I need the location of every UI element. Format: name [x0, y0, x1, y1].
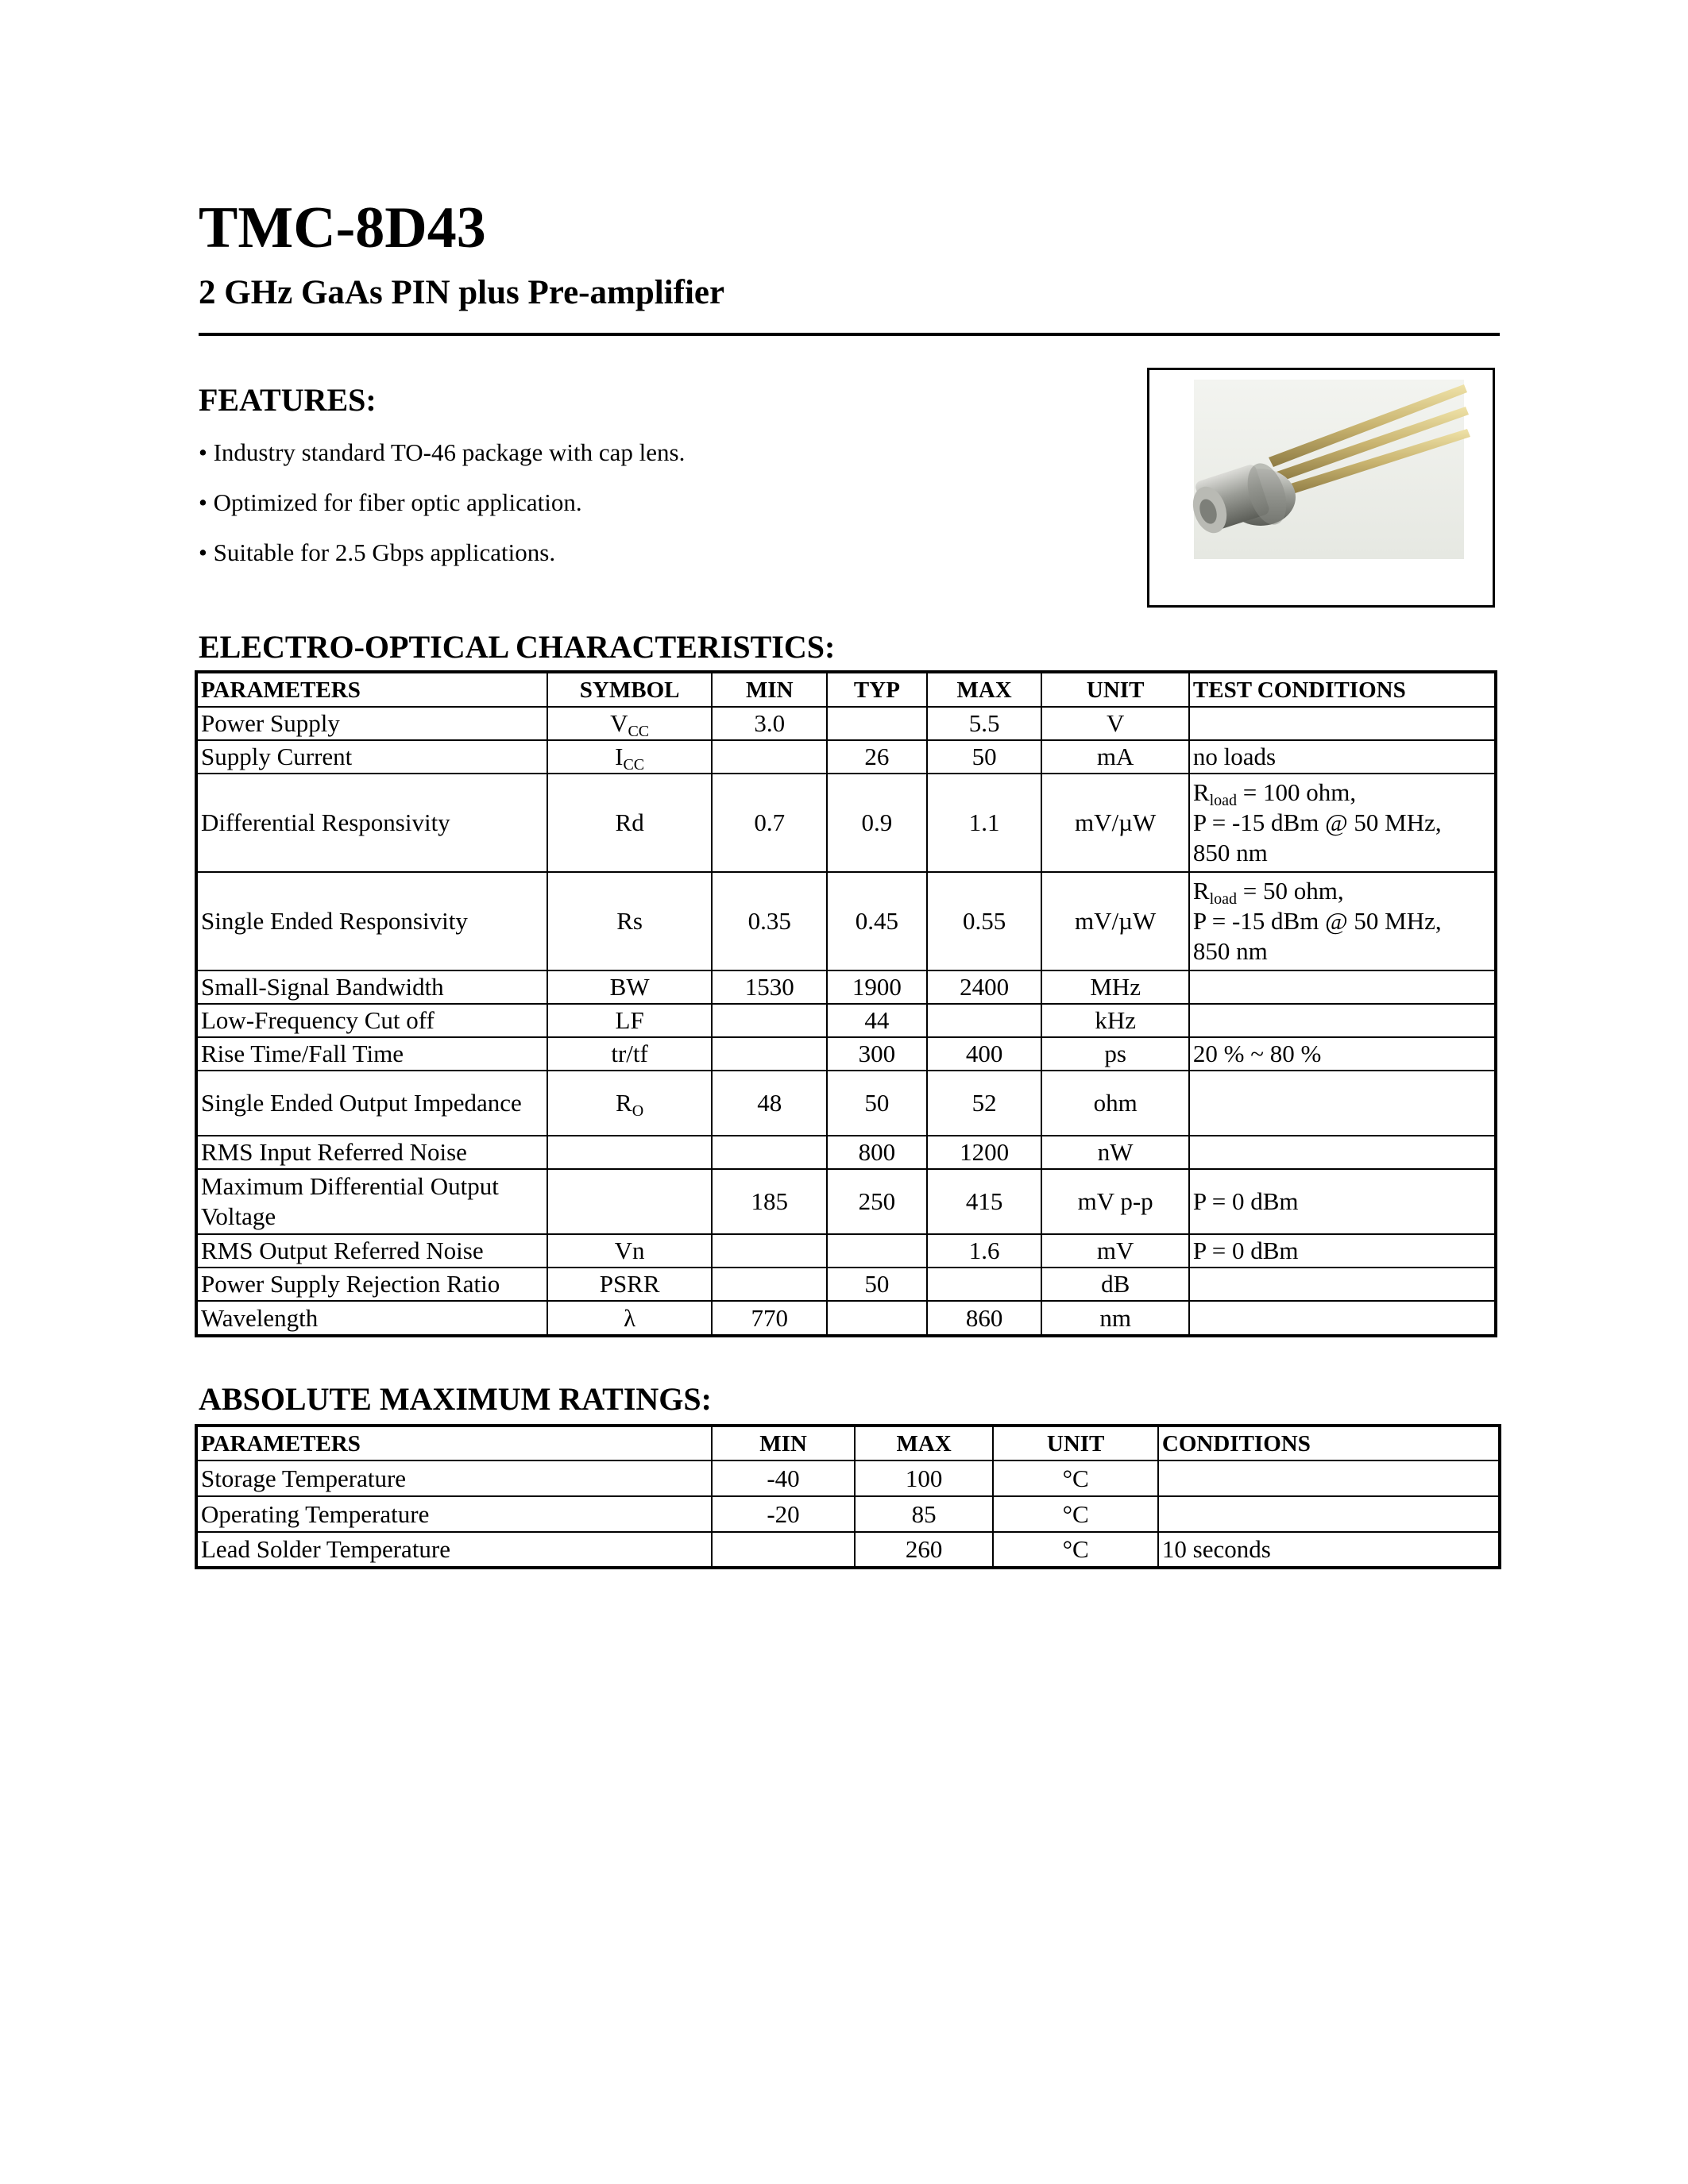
parameter-cell: Operating Temperature	[196, 1496, 712, 1532]
min-cell	[712, 1037, 827, 1071]
symbol-text: R	[616, 1089, 632, 1117]
parameter-cell: Single Ended Responsivity	[196, 872, 547, 970]
eo-header-row	[196, 672, 1496, 707]
conditions-cell: P = 0 dBm	[1189, 1169, 1496, 1234]
cond-value: = 100 ohm,	[1237, 778, 1357, 806]
conditions-cell	[1158, 1496, 1500, 1532]
symbol-subscript: CC	[623, 756, 645, 774]
table-row	[196, 1169, 1496, 1234]
typ-cell: 250	[827, 1169, 927, 1234]
parameter-cell: Power Supply	[196, 707, 547, 740]
title-divider	[199, 333, 1500, 336]
col-header-test-conditions: TEST CONDITIONS	[1189, 672, 1496, 707]
max-cell: 415	[927, 1169, 1042, 1234]
unit-cell: MHz	[1041, 970, 1188, 1004]
col-header-max: MAX	[927, 672, 1042, 707]
absolute-maximum-ratings-table	[195, 1424, 1501, 1569]
unit-cell: mV/µW	[1041, 872, 1188, 970]
min-cell: 0.35	[712, 872, 827, 970]
max-cell: 2400	[927, 970, 1042, 1004]
conditions-cell	[1158, 1461, 1500, 1496]
max-cell: 1.1	[927, 774, 1042, 872]
min-cell: 1530	[712, 970, 827, 1004]
min-cell: 0.7	[712, 774, 827, 872]
unit-cell: nm	[1041, 1301, 1188, 1336]
parameter-cell: Single Ended Output Impedance	[196, 1071, 547, 1136]
cond-subscript: load	[1209, 792, 1238, 809]
condition-line: 850 nm	[1192, 937, 1268, 965]
max-cell: 85	[855, 1496, 994, 1532]
max-cell: 860	[927, 1301, 1042, 1336]
parameter-cell: Rise Time/Fall Time	[196, 1037, 547, 1071]
condition-line: P = -15 dBm @ 50 MHz,	[1192, 907, 1442, 935]
col-header-typ: TYP	[827, 672, 927, 707]
symbol-cell: BW	[547, 970, 713, 1004]
typ-cell: 26	[827, 740, 927, 774]
symbol-cell	[547, 1169, 713, 1234]
typ-cell	[827, 1301, 927, 1336]
min-cell: -20	[712, 1496, 855, 1532]
unit-cell: mV	[1041, 1234, 1188, 1268]
condition-line	[1193, 778, 1491, 808]
parameter-cell: Low-Frequency Cut off	[196, 1004, 547, 1037]
amr-heading: ABSOLUTE MAXIMUM RATINGS:	[199, 1381, 712, 1417]
cond-subscript: load	[1209, 890, 1238, 908]
typ-cell: 0.45	[827, 872, 927, 970]
unit-cell: V	[1041, 707, 1188, 740]
col-header-symbol: SYMBOL	[547, 672, 713, 707]
max-cell: 400	[927, 1037, 1042, 1071]
unit-cell: °C	[993, 1461, 1157, 1496]
unit-cell: dB	[1041, 1268, 1188, 1301]
symbol-cell: tr/tf	[547, 1037, 713, 1071]
table-row	[196, 740, 1496, 774]
conditions-cell	[1189, 872, 1496, 970]
symbol-cell	[547, 1136, 713, 1169]
feature-item: • Industry standard TO-46 package with cap lens.	[199, 438, 686, 466]
parameter-cell: Maximum Differential Output Voltage	[196, 1169, 547, 1234]
amr-header-row	[196, 1426, 1500, 1461]
max-cell: 1.6	[927, 1234, 1042, 1268]
symbol-cell: λ	[547, 1301, 713, 1336]
unit-cell: mV/µW	[1041, 774, 1188, 872]
feature-item: • Optimized for fiber optic application.	[199, 488, 582, 516]
typ-cell: 50	[827, 1071, 927, 1136]
typ-cell: 0.9	[827, 774, 927, 872]
col-header-parameters: PARAMETERS	[196, 1426, 712, 1461]
typ-cell: 300	[827, 1037, 927, 1071]
table-row	[196, 1234, 1496, 1268]
max-cell	[927, 1004, 1042, 1037]
parameter-cell: Differential Responsivity	[196, 774, 547, 872]
table-row	[196, 1037, 1496, 1071]
conditions-cell	[1189, 1071, 1496, 1136]
conditions-cell: 20 % ~ 80 %	[1189, 1037, 1496, 1071]
conditions-cell	[1189, 774, 1496, 872]
min-cell: 48	[712, 1071, 827, 1136]
electro-optical-table	[195, 670, 1497, 1337]
conditions-cell: no loads	[1189, 740, 1496, 774]
symbol-subscript: O	[632, 1102, 644, 1120]
product-photo	[1147, 368, 1495, 608]
parameter-cell: Supply Current	[196, 740, 547, 774]
min-cell	[712, 1532, 855, 1568]
symbol-cell: Vn	[547, 1234, 713, 1268]
unit-cell: nW	[1041, 1136, 1188, 1169]
parameter-cell: Lead Solder Temperature	[196, 1532, 712, 1568]
max-cell: 50	[927, 740, 1042, 774]
typ-cell: 1900	[827, 970, 927, 1004]
table-row	[196, 1136, 1496, 1169]
table-row	[196, 774, 1496, 872]
features-list	[199, 438, 685, 588]
to46-package-illustration	[1149, 370, 1493, 605]
parameter-cell: Storage Temperature	[196, 1461, 712, 1496]
cond-value: = 50 ohm,	[1237, 877, 1344, 905]
max-cell: 5.5	[927, 707, 1042, 740]
features-heading: FEATURES:	[199, 382, 377, 418]
symbol-cell: LF	[547, 1004, 713, 1037]
symbol-text: V	[610, 709, 628, 737]
unit-cell: kHz	[1041, 1004, 1188, 1037]
col-header-min: MIN	[712, 672, 827, 707]
unit-cell: °C	[993, 1532, 1157, 1568]
min-cell	[712, 1136, 827, 1169]
symbol-cell	[547, 707, 713, 740]
conditions-cell: 10 seconds	[1158, 1532, 1500, 1568]
symbol-cell	[547, 740, 713, 774]
conditions-cell	[1189, 1136, 1496, 1169]
max-cell: 0.55	[927, 872, 1042, 970]
unit-cell: mV p-p	[1041, 1169, 1188, 1234]
min-cell	[712, 740, 827, 774]
part-number-title: TMC-8D43	[199, 195, 486, 260]
col-header-min: MIN	[712, 1426, 855, 1461]
typ-cell: 50	[827, 1268, 927, 1301]
table-row	[196, 1268, 1496, 1301]
max-cell	[927, 1268, 1042, 1301]
unit-cell: °C	[993, 1496, 1157, 1532]
min-cell: -40	[712, 1461, 855, 1496]
parameter-cell: RMS Output Referred Noise	[196, 1234, 547, 1268]
col-header-max: MAX	[855, 1426, 994, 1461]
col-header-unit: UNIT	[993, 1426, 1157, 1461]
table-row	[196, 1532, 1500, 1568]
col-header-unit: UNIT	[1041, 672, 1188, 707]
feature-item: • Suitable for 2.5 Gbps applications.	[199, 538, 556, 566]
product-subtitle: 2 GHz GaAs PIN plus Pre-amplifier	[199, 274, 725, 311]
typ-cell: 44	[827, 1004, 927, 1037]
min-cell	[712, 1004, 827, 1037]
symbol-subscript: CC	[628, 723, 650, 740]
eo-heading: ELECTRO-OPTICAL CHARACTERISTICS:	[199, 629, 836, 665]
table-row	[196, 1004, 1496, 1037]
symbol-cell	[547, 1071, 713, 1136]
table-row	[196, 872, 1496, 970]
conditions-cell	[1189, 970, 1496, 1004]
table-row	[196, 707, 1496, 740]
table-row	[196, 970, 1496, 1004]
parameter-cell: Wavelength	[196, 1301, 547, 1336]
unit-cell: ohm	[1041, 1071, 1188, 1136]
min-cell: 185	[712, 1169, 827, 1234]
typ-cell	[827, 1234, 927, 1268]
parameter-cell: RMS Input Referred Noise	[196, 1136, 547, 1169]
symbol-text: I	[615, 743, 624, 770]
parameter-cell: Small-Signal Bandwidth	[196, 970, 547, 1004]
cond-symbol: R	[1192, 877, 1210, 905]
table-row	[196, 1071, 1496, 1136]
condition-line	[1193, 876, 1491, 906]
conditions-cell	[1189, 1268, 1496, 1301]
conditions-cell	[1189, 1301, 1496, 1336]
table-row	[196, 1461, 1500, 1496]
unit-cell: mA	[1041, 740, 1188, 774]
max-cell: 1200	[927, 1136, 1042, 1169]
conditions-cell	[1189, 707, 1496, 740]
condition-line: P = -15 dBm @ 50 MHz,	[1192, 808, 1442, 836]
min-cell: 770	[712, 1301, 827, 1336]
table-row	[196, 1301, 1496, 1336]
max-cell: 100	[855, 1461, 994, 1496]
typ-cell: 800	[827, 1136, 927, 1169]
conditions-cell: P = 0 dBm	[1189, 1234, 1496, 1268]
col-header-parameters: PARAMETERS	[196, 672, 547, 707]
max-cell: 260	[855, 1532, 994, 1568]
max-cell: 52	[927, 1071, 1042, 1136]
symbol-cell: Rd	[547, 774, 713, 872]
table-row	[196, 1496, 1500, 1532]
parameter-cell: Power Supply Rejection Ratio	[196, 1268, 547, 1301]
conditions-cell	[1189, 1004, 1496, 1037]
col-header-conditions: CONDITIONS	[1158, 1426, 1500, 1461]
condition-line: 850 nm	[1192, 839, 1268, 866]
symbol-cell: PSRR	[547, 1268, 713, 1301]
unit-cell: ps	[1041, 1037, 1188, 1071]
min-cell: 3.0	[712, 707, 827, 740]
symbol-cell: Rs	[547, 872, 713, 970]
min-cell	[712, 1268, 827, 1301]
typ-cell	[827, 707, 927, 740]
min-cell	[712, 1234, 827, 1268]
cond-symbol: R	[1192, 778, 1210, 806]
